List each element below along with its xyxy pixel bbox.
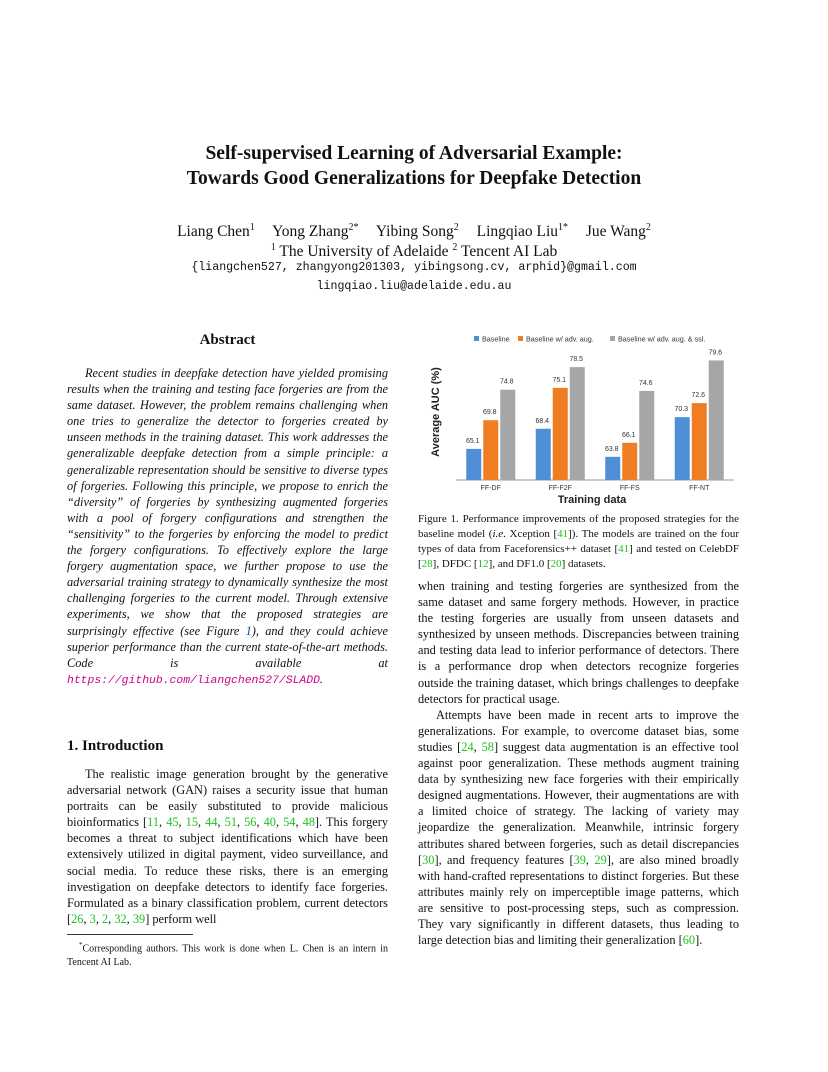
citation[interactable]: 3 [89, 911, 96, 926]
data-label: 70.3 [674, 406, 689, 414]
citation[interactable]: 32 [114, 911, 127, 926]
bar [536, 429, 551, 480]
citation[interactable]: 30 [422, 852, 435, 867]
data-label: 75.1 [552, 376, 567, 384]
author: Yibing Song$^2$ [375, 222, 459, 241]
y-axis-label: Average AUC (%) [430, 367, 442, 457]
bar [500, 390, 515, 480]
legend-entry: Baseline w/ adv. aug. & ssl. [618, 334, 706, 344]
bar [483, 420, 498, 480]
citation[interactable]: 39 [132, 911, 146, 926]
author: Lingqiao Liu$^{1*}$ [476, 222, 569, 241]
category-tick-label: FF-F2F [548, 485, 572, 492]
affiliation: $^2$ Tencent AI Lab [452, 242, 558, 261]
legend-swatch [474, 336, 479, 341]
bar [466, 449, 481, 480]
citation[interactable]: 24 [461, 739, 474, 754]
category-tick-label: FF-DF [480, 485, 501, 492]
citation[interactable]: 56 [244, 815, 257, 830]
abstract-heading: Abstract [199, 332, 256, 348]
citation[interactable]: 41 [618, 543, 630, 555]
bar [675, 417, 690, 480]
data-label: 78.5 [569, 356, 584, 364]
affiliation: $^1$ The University of Adelaide [270, 242, 449, 261]
legend-entry: Baseline w/ adv. aug. [526, 334, 594, 344]
citation[interactable]: 12 [477, 558, 489, 570]
legend-swatch [610, 336, 615, 341]
x-axis-label: Training data [557, 494, 627, 506]
author: Yong Zhang$^{2*}$ [272, 222, 359, 241]
bar [639, 391, 654, 480]
paper-title [0, 141, 828, 191]
right-paragraph-1: when training and testing forgeries are synthesized from the same dataset and same forgery methods. However, in practice the testing forgeries are usually from unseen datasets and synthesized by unseen methods. Discrepancies between training and testing data lead to inferior performance of detectors. There is a performance drop when detectors recognize forgeries outside the training dataset, which brings challenges to deepfake detectors for practical usage. [418, 579, 739, 706]
legend-swatch [518, 336, 523, 341]
intro-paragraph: The realistic image generation brought by the generative adversarial network (GAN) raises a security issue that human portraits can be easily substituted to provide malicious bioinformatics [11, 45, 15, 44, 51, 56, 40, 54, 48]. This forgery becomes a threat to subject identifications which have been extensively utilized in digital payment, video surveillance, and social media. To reduce these risks, there is an emerging investigation on deepfake detectors to identify face forgeries. Formulated as a binary classification problem, current detectors [26, 3, 2, 32, 39] perform well [67, 767, 389, 926]
right-paragraph-2: Attempts have been made in recent arts to improve the generalizations. For example, to overcome dataset bias, some studies [24, 58] suggest data augmentation is an effective tool against poor generalization. These methods augment training data by synthesizing new face forgeries with their empirically designed augmentations. However, their augmentations are with a limited choice of strategy. The lacking of variety may jeopardize the generalization. Meanwhile, intrinsic forgery attributes shared between forgeries, such as detail discrepancies [30], and frequency features [39, 29], are also mined broadly with hand-crafted representations to distinct forgeries. But these attributes mainly rely on imperceptible image patterns, which are sensitive to post-processing steps, such as compression. They vary significantly in different datasets, thus leading to large detection bias and limiting their generalization [60]. [418, 707, 739, 948]
author: Jue Wang$^2$ [585, 222, 651, 241]
citation[interactable]: 39 [573, 852, 586, 867]
bar [622, 443, 637, 480]
bar [709, 360, 724, 480]
data-label: 69.8 [482, 409, 497, 417]
email-line-2: lingqiao.liu@adelaide.edu.au [316, 280, 512, 293]
category-tick-label: FF-FS [619, 485, 640, 492]
citation[interactable]: 58 [481, 739, 494, 754]
citation[interactable]: 20 [550, 558, 562, 570]
citation[interactable]: 28 [421, 558, 433, 570]
footnote: *Corresponding authors. This work is done when L. Chen is an intern in Tencent AI Lab. [67, 941, 388, 969]
citation[interactable]: 54 [283, 815, 296, 830]
bar [605, 457, 620, 480]
figure-1-chart [418, 328, 743, 508]
email-line-1: {liangchen527, zhangyong201303, yibingsong.cv, arphid}@gmail.com [191, 261, 637, 274]
citation[interactable]: 60 [682, 933, 696, 948]
data-label: 68.4 [535, 417, 550, 425]
data-label: 63.8 [604, 445, 619, 453]
citation[interactable]: 29 [594, 852, 607, 867]
intro-continued [418, 578, 739, 948]
citation[interactable]: 41 [557, 528, 569, 540]
citation[interactable]: 11 [147, 815, 160, 830]
citation[interactable]: 26 [71, 911, 84, 926]
abstract-body: Recent studies in deepfake detection have yielded promising results when the training and testing face forgeries are from the same dataset. However, the problem remains challenging when one tries to generalize the detector to forgeries created by unseen methods in the training dataset. This work addresses the generalizable deepfake detection from a simple principle: a generalizable representation should be sensitive to diverse types of forgeries. Following this principle, we propose to enrich the “diversity” of forgeries by synthesizing augmented forgeries with a pool of forgery configurations and strengthen the “sensitivity” to the forgeries by enforcing the model to predict the forgery configurations. To effectively explore the large forgery augmentation space, we further propose to use the adversarial training strategy to dynamically synthesize the most challenging forgeries to the current model. Through extensive experiments, we show that the proposed strategies are surprisingly effective (see Figure 1), and they could achieve superior performance than the current state-of-the-art methods. Code is available at https://github.com/liangchen527/SLADD. [67, 366, 389, 687]
data-label: 74.6 [638, 379, 653, 387]
citation[interactable]: 40 [263, 815, 276, 830]
data-label: 74.8 [499, 378, 514, 386]
chart-legend [474, 335, 705, 344]
title-line-1: Self-supervised Learning of Adversarial Example: [205, 143, 623, 164]
code-link[interactable]: https://github.com/liangchen527/SLADD [67, 674, 320, 687]
bar [692, 403, 707, 480]
citation[interactable]: 48 [302, 815, 315, 830]
bar [570, 367, 585, 480]
citation[interactable]: 44 [205, 815, 218, 830]
figure-ref-link[interactable]: 1 [245, 623, 252, 638]
title-line-2: Towards Good Generalizations for Deepfake Detection [186, 168, 642, 189]
footnote-rule [67, 934, 193, 935]
citation[interactable]: 15 [185, 815, 199, 830]
data-label: 79.6 [708, 349, 723, 357]
citation[interactable]: 45 [166, 815, 179, 830]
bar [553, 388, 568, 480]
data-label: 72.6 [691, 392, 706, 400]
data-label: 65.1 [465, 437, 480, 445]
data-label: 66.1 [621, 431, 636, 439]
citation[interactable]: 51 [224, 815, 237, 830]
author: Liang Chen$^1$ [177, 222, 255, 241]
intro-heading: 1. Introduction [67, 738, 164, 754]
legend-entry: Baseline [482, 334, 510, 344]
category-tick-label: FF-NT [689, 485, 710, 492]
figure-1-caption: Figure 1. Performance improvements of the proposed strategies for the baseline model (i.e. Xception [41]). The models are trained on the four types of data from Faceforensics++ dataset [41] and tested on CelebDF [28], DFDC [12], and DF1.0 [20] datasets. [418, 513, 739, 570]
citation[interactable]: 2 [101, 911, 109, 926]
